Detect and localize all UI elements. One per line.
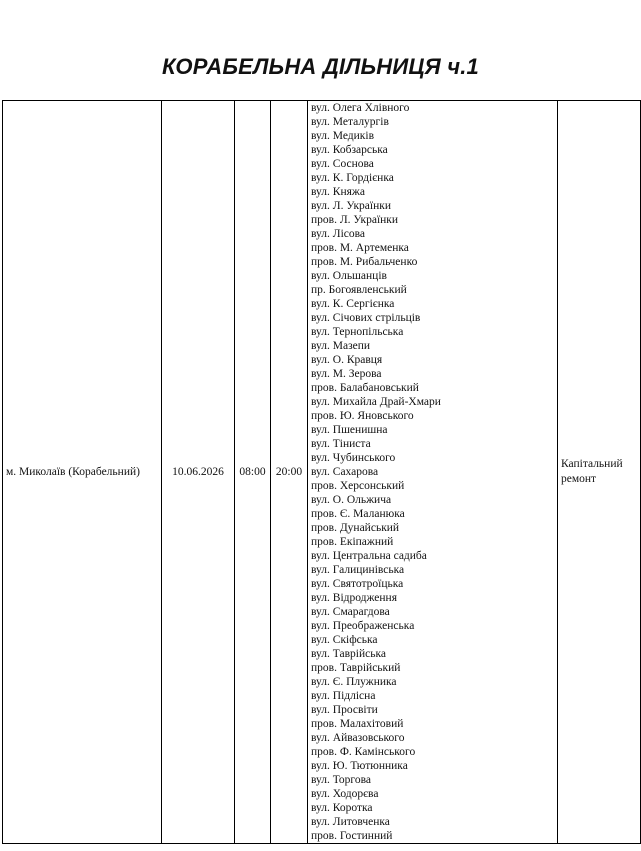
street-item: вул. Смарагдова <box>311 606 390 618</box>
street-item: вул. Січових стрільців <box>311 312 421 324</box>
street-item: вул. Соснова <box>311 158 374 170</box>
street-item: пров. Дунайський <box>311 522 400 534</box>
street-item: пров. Малахітовий <box>311 718 404 730</box>
street-item: вул. Л. Українки <box>311 200 391 212</box>
street-list <box>311 101 554 843</box>
street-item: вул. Олега Хлівного <box>311 102 410 114</box>
location-cell: м. Миколаїв (Корабельний) <box>3 101 162 844</box>
street-item: пров. М. Артеменка <box>311 242 409 254</box>
street-item: вул. Пшенишна <box>311 424 388 436</box>
street-item: пров. Ю. Яновського <box>311 410 414 422</box>
streets-cell <box>308 101 558 844</box>
street-item: пров. М. Рибальченко <box>311 256 418 268</box>
street-item: вул. О. Кравця <box>311 354 383 366</box>
document-title: КОРАБЕЛЬНА ДІЛЬНИЦЯ ч.1 <box>162 54 479 79</box>
street-item: вул. Кобзарська <box>311 144 388 156</box>
street-item: вул. Коротка <box>311 802 373 814</box>
street-item: вул. Ольшанців <box>311 270 387 282</box>
street-item: вул. К. Сергієнка <box>311 298 395 310</box>
street-item: вул. Скіфська <box>311 634 378 646</box>
street-item: вул. Тіниста <box>311 438 371 450</box>
street-item: вул. Таврійська <box>311 648 387 660</box>
street-item: вул. Преображенська <box>311 620 415 632</box>
street-item: пров. Л. Українки <box>311 214 399 226</box>
street-item: вул. Литовченка <box>311 816 390 828</box>
street-item: вул. Є. Плужника <box>311 676 397 688</box>
street-item: вул. Тернопільська <box>311 326 404 338</box>
street-item: пров. Є. Маланюка <box>311 508 405 520</box>
street-item: вул. М. Зерова <box>311 368 382 380</box>
street-item: вул. К. Гордієнка <box>311 172 394 184</box>
street-item: вул. Чубинського <box>311 452 396 464</box>
table-row <box>3 101 641 844</box>
street-item: вул. Сахарова <box>311 466 379 478</box>
street-item: вул. Лісова <box>311 228 366 240</box>
street-item: пров. Гостинний <box>311 830 393 842</box>
street-item: вул. Галицинівська <box>311 564 405 576</box>
street-item: пров. Ф. Камінського <box>311 746 416 758</box>
street-item: вул. Медиків <box>311 130 375 142</box>
street-item: вул. Айвазовського <box>311 732 405 744</box>
street-item: пров. Таврійський <box>311 662 401 674</box>
street-item: вул. Відродження <box>311 592 398 604</box>
street-item: вул. Торгова <box>311 774 371 786</box>
street-item: вул. Мазепи <box>311 340 371 352</box>
street-item: вул. Княжа <box>311 186 365 198</box>
street-item: вул. Металургів <box>311 116 389 128</box>
street-item: вул. Просвіти <box>311 704 378 716</box>
street-item: пр. Богоявленський <box>311 284 407 296</box>
reason-cell: Капітальний ремонт <box>558 101 641 844</box>
street-item: вул. Святотроїцька <box>311 578 404 590</box>
street-item: пров. Херсонський <box>311 480 405 492</box>
street-item: вул. Ходорєва <box>311 788 379 800</box>
outage-schedule-table <box>2 100 641 844</box>
street-item: пров. Балабановський <box>311 382 419 394</box>
street-item: вул. Ю. Тютюнника <box>311 760 408 772</box>
street-item: вул. Підлісна <box>311 690 376 702</box>
end-time-cell: 20:00 <box>271 101 308 844</box>
street-item: вул. Центральна садиба <box>311 550 427 562</box>
street-item: пров. Екіпажний <box>311 536 394 548</box>
street-item: вул. О. Ольжича <box>311 494 392 506</box>
date-cell: 10.06.2026 <box>162 101 235 844</box>
start-time-cell: 08:00 <box>235 101 271 844</box>
street-item: вул. Михайла Драй-Хмари <box>311 396 441 408</box>
